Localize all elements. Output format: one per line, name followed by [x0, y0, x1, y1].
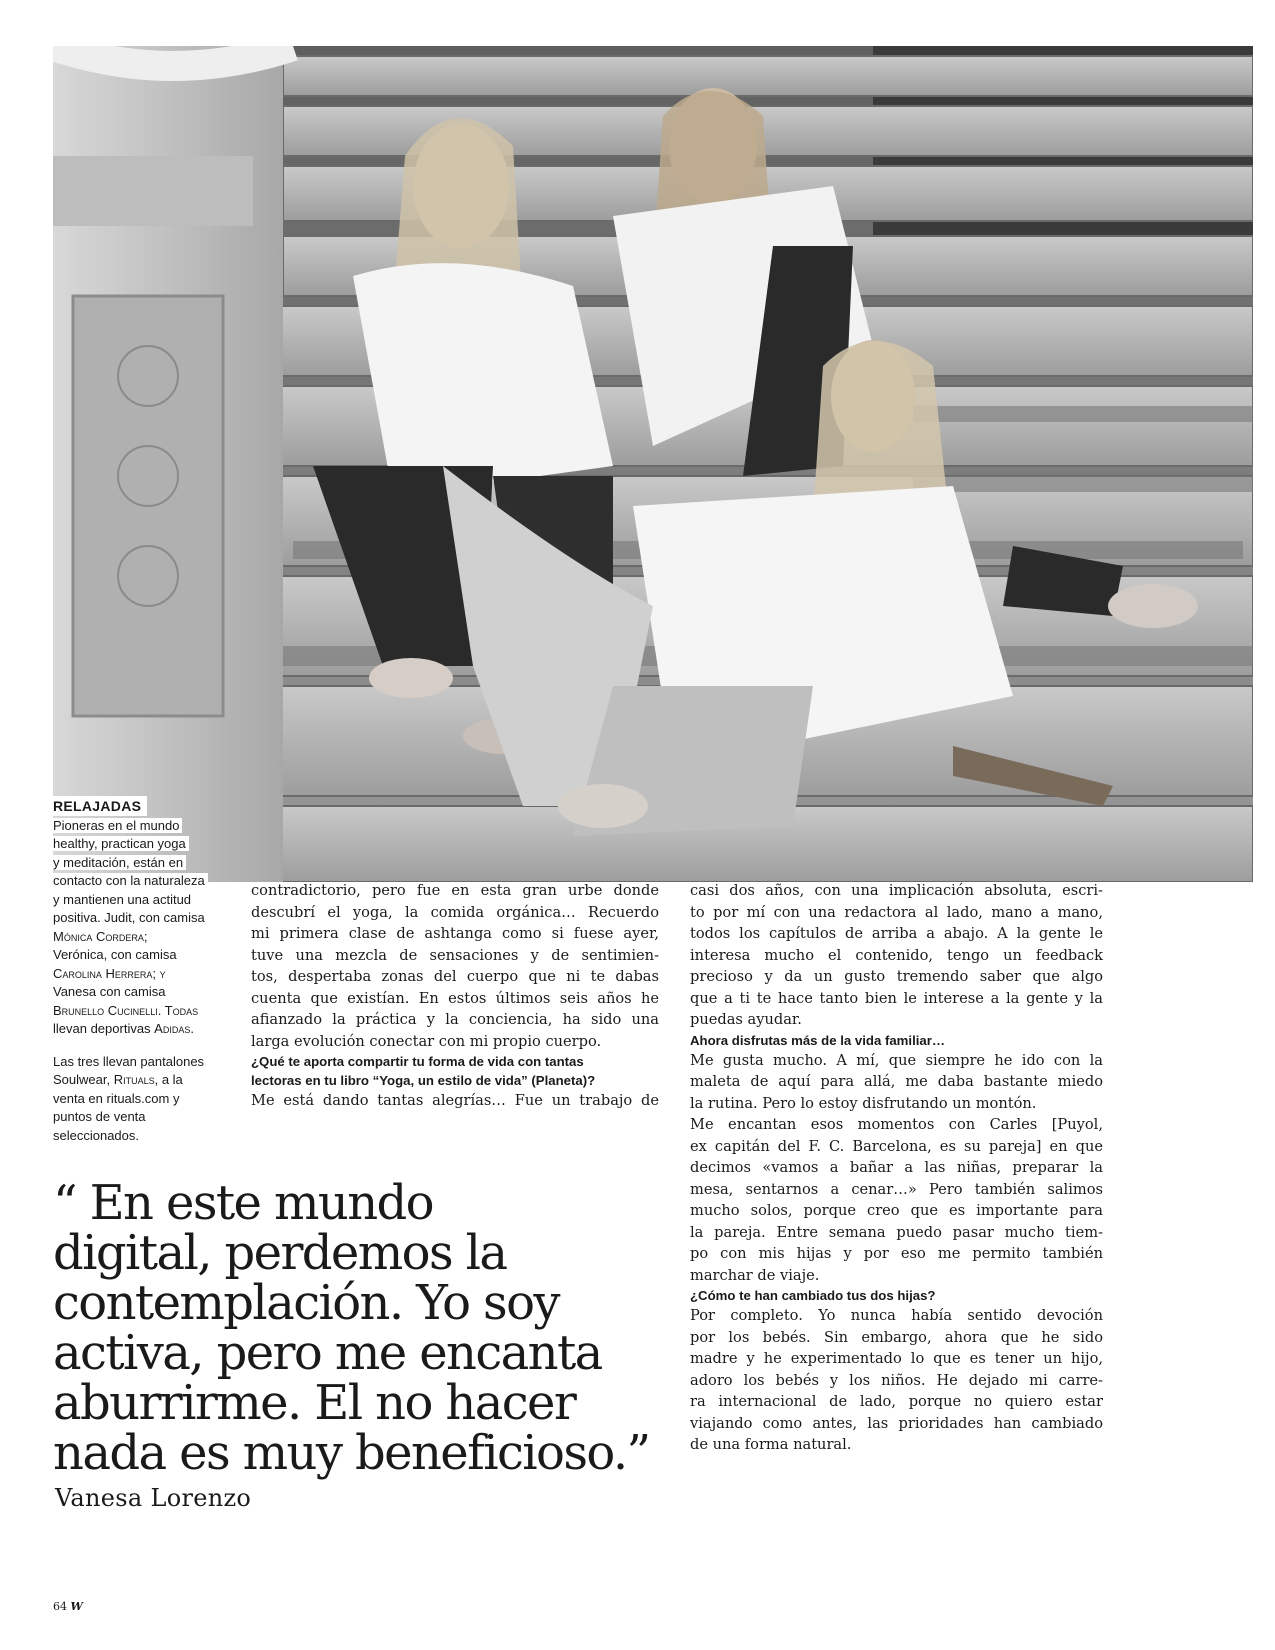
magazine-logo: W	[70, 1600, 83, 1613]
pull-quote-line: “ En este mundo	[53, 1175, 433, 1231]
pull-quote-line: digital, perdemos la	[53, 1225, 507, 1281]
body-line: casi dos años, con una implicación absoluta, escri-	[690, 882, 1103, 899]
pull-quote	[53, 1175, 673, 1481]
caption-line: contacto con la naturaleza	[53, 873, 208, 888]
body-line: Me está dando tantas alegrías… Fue un trabajo de	[251, 1092, 659, 1109]
body-line: to por mí con una redactora al lado, mano a mano,	[690, 903, 1103, 921]
body-line: ra internacional de lado, porque no quiero estar	[690, 1393, 1103, 1410]
body-line: adoro los bebés y los niños. He dejado mi carre-	[690, 1371, 1103, 1389]
feature-photo	[53, 46, 1253, 882]
caption-brand: Mónica Cordera;	[53, 928, 148, 944]
caption-line: Vanesa con camisa	[53, 984, 166, 999]
body-line: tuve una mezcla de sensaciones y de sentimien-	[251, 946, 659, 964]
body-line: Por completo. Yo nunca había sentido devoción	[690, 1307, 1103, 1324]
caption-line: Verónica, con camisa	[53, 947, 177, 962]
interview-question: lectoras en tu libro “Yoga, un estilo de vida” (Planeta)?	[251, 1073, 596, 1088]
pull-quote-author: Vanesa Lorenzo	[55, 1484, 252, 1512]
body-line: Me gusta mucho. A mí, que siempre he ido con la	[690, 1051, 1103, 1069]
pull-quote-line: contemplación. Yo soy	[53, 1275, 559, 1331]
body-column-1	[251, 880, 659, 1112]
page-folio	[53, 1600, 83, 1613]
caption-line: puntos de venta	[53, 1109, 146, 1124]
body-line: larga evolución conectar con mi propio cuerpo.	[251, 1032, 602, 1050]
pull-quote-line: aburrirme. El no hacer	[53, 1375, 576, 1431]
body-line: descubrí el yoga, la comida orgánica… Recuerdo	[251, 903, 659, 921]
body-line: contradictorio, pero fue en esta gran urbe donde	[251, 882, 659, 899]
caption-line: y mantienen una actitud	[53, 892, 194, 907]
body-line: viajando como antes, las prioridades han cambiado	[690, 1414, 1103, 1432]
caption-line: llevan deportivas	[53, 1021, 155, 1036]
caption-title: RELAJADAS	[53, 796, 147, 816]
body-line: tos, despertaba zonas del cuerpo que ni te dabas	[251, 968, 659, 985]
caption-line: Las tres llevan pantalones	[53, 1053, 205, 1069]
body-line: ex capitán del F. C. Barcelona, es su pareja] en que	[690, 1137, 1103, 1155]
caption-line: Pioneras en el mundo	[53, 818, 182, 833]
caption-line: y meditación, están en	[53, 855, 186, 870]
interview-question: ¿Cómo te han cambiado tus dos hijas?	[690, 1288, 936, 1303]
body-line: po con mis hijas y por eso me permito también	[690, 1245, 1103, 1262]
body-line: madre y he experimentado lo que es tener un hijo,	[690, 1350, 1103, 1367]
body-line: por los bebés. Sin embargo, ahora que he sido	[690, 1328, 1103, 1346]
caption-line: seleccionados.	[53, 1127, 139, 1143]
interview-question: ¿Qué te aporta compartir tu forma de vida con tantas	[251, 1054, 584, 1069]
caption-line: Soulwear,	[53, 1072, 114, 1087]
caption-line: positiva. Judit, con camisa	[53, 910, 205, 925]
caption-line: healthy, practican yoga	[53, 836, 189, 851]
body-line: de una forma natural.	[690, 1436, 852, 1453]
interview-question: Ahora disfrutas más de la vida familiar…	[690, 1032, 946, 1048]
body-line: mi primera clase de ashtanga como si fuese ayer,	[251, 925, 659, 942]
body-line: la pareja. Entre semana puedo pasar mucho tiem-	[690, 1223, 1103, 1241]
body-line: mucho solos, porque creo que es importante para	[690, 1202, 1103, 1219]
body-line: que a ti te hace tanto bien le interese a la gente y la	[690, 989, 1103, 1007]
body-line: cuenta que existían. En estos últimos seis años he	[251, 989, 659, 1007]
photo-three-women-on-stairs-icon	[53, 46, 1253, 882]
body-line: todos los capítulos de arriba a abajo. A la gente le	[690, 925, 1103, 942]
body-line: Me encantan esos momentos con Carles [Puyol,	[690, 1116, 1103, 1133]
caption-line: venta en rituals.com y	[53, 1090, 180, 1106]
caption-brand: Rituals,	[113, 1072, 159, 1087]
body-line: decimos «vamos a bañar a las niñas, preparar la	[690, 1159, 1103, 1176]
caption-brand: Carolina Herrera; y	[53, 965, 166, 981]
photo-caption	[53, 796, 243, 1145]
caption-brand: Brunello Cucinelli. Todas	[53, 1002, 199, 1018]
pull-quote-line: nada es muy beneficioso.”	[53, 1425, 650, 1481]
body-column-2	[690, 880, 1103, 1456]
page-number: 64	[53, 1600, 67, 1613]
pull-quote-line: activa, pero me encanta	[53, 1325, 602, 1381]
body-line: interesa mucho el contenido, tengo un feedback	[690, 946, 1103, 964]
body-line: mesa, sentarnos a cenar…» Pero también salimos	[690, 1180, 1103, 1198]
body-line: maleta de aquí para allá, me daba bastante miedo	[690, 1073, 1103, 1090]
caption-brand: Adidas.	[154, 1021, 194, 1036]
body-line: la rutina. Pero lo estoy disfrutando un montón.	[690, 1094, 1037, 1112]
body-line: precioso y da un gusto tremendo saber que algo	[690, 968, 1103, 985]
body-line: marchar de viaje.	[690, 1266, 820, 1284]
body-line: afianzado la práctica y la conciencia, ha sido una	[251, 1011, 659, 1028]
body-line: puedas ayudar.	[690, 1011, 802, 1028]
caption-line: a la	[158, 1072, 183, 1087]
